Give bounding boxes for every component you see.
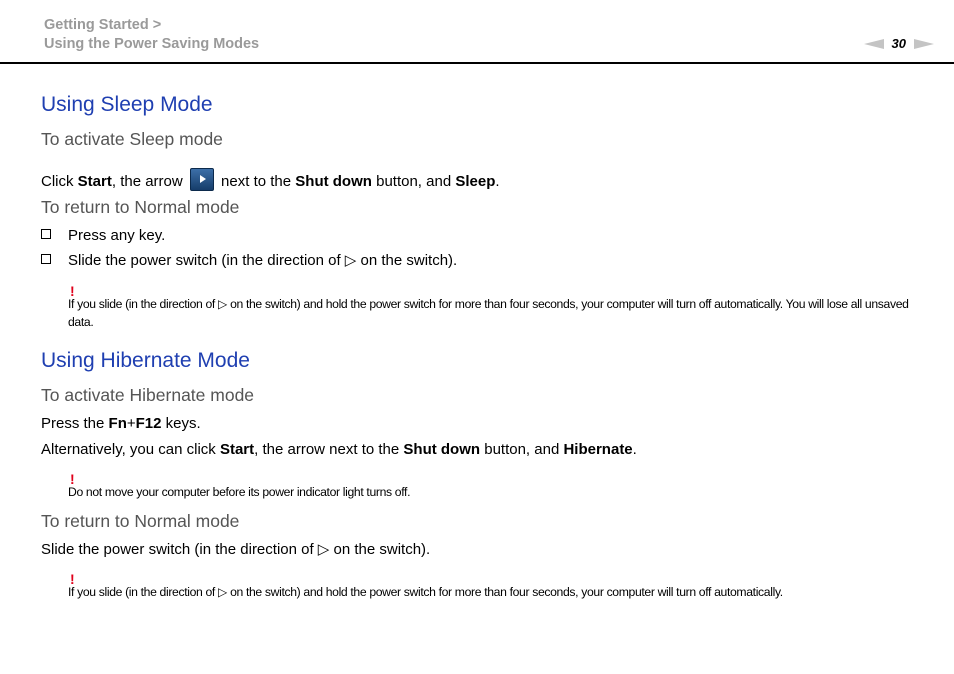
- sleep-activate-text: Click Start, the arrow next to the Shut down button, and Sleep.: [41, 168, 500, 191]
- sleep-mode-heading: Using Sleep Mode: [41, 93, 213, 116]
- hibernate-warning-note: Do not move your computer before its power indicator light turns off.: [68, 485, 411, 499]
- previous-page-icon[interactable]: [864, 39, 884, 49]
- list-item: Slide the power switch (in the direction of ▷ on the switch).: [41, 251, 457, 270]
- warning-icon: !: [70, 471, 75, 487]
- page-number: 30: [891, 36, 906, 51]
- checkbox-bullet-icon: [41, 254, 51, 264]
- sleep-return-heading: To return to Normal mode: [41, 197, 240, 217]
- list-item: Press any key.: [41, 226, 165, 245]
- checkbox-bullet-icon: [41, 229, 51, 239]
- shutdown-arrow-icon: [190, 168, 214, 191]
- hibernate-return-text: Slide the power switch (in the direction of ▷ on the switch).: [41, 541, 431, 558]
- sleep-activate-heading: To activate Sleep mode: [41, 129, 223, 149]
- breadcrumb-parent[interactable]: Getting Started >: [44, 17, 162, 33]
- warning-icon: !: [70, 283, 75, 299]
- next-page-icon[interactable]: [914, 39, 934, 49]
- sleep-warning-note: If you slide (in the direction of ▷ on the switch) and hold the power switch for more than four seconds, your computer will turn off automatically. You will lose all unsaved data.: [68, 297, 909, 329]
- hibernate-activate-heading: To activate Hibernate mode: [41, 385, 255, 405]
- breadcrumb-current: Using the Power Saving Modes: [44, 36, 260, 52]
- page-navigation: [864, 36, 934, 51]
- hibernate-return-heading: To return to Normal mode: [41, 511, 240, 531]
- warning-icon: !: [70, 571, 75, 587]
- hibernate-return-warning-note: If you slide (in the direction of ▷ on the switch) and hold the power switch for more than four seconds, your computer will turn off automatically.: [68, 585, 783, 599]
- hibernate-mode-heading: Using Hibernate Mode: [41, 349, 250, 372]
- header-divider: [0, 62, 954, 64]
- breadcrumb: [44, 16, 259, 54]
- hibernate-press-text: Press the Fn+F12 keys.: [41, 415, 201, 432]
- hibernate-alt-text: Alternatively, you can click Start, the arrow next to the Shut down button, and Hibernate.: [41, 441, 637, 458]
